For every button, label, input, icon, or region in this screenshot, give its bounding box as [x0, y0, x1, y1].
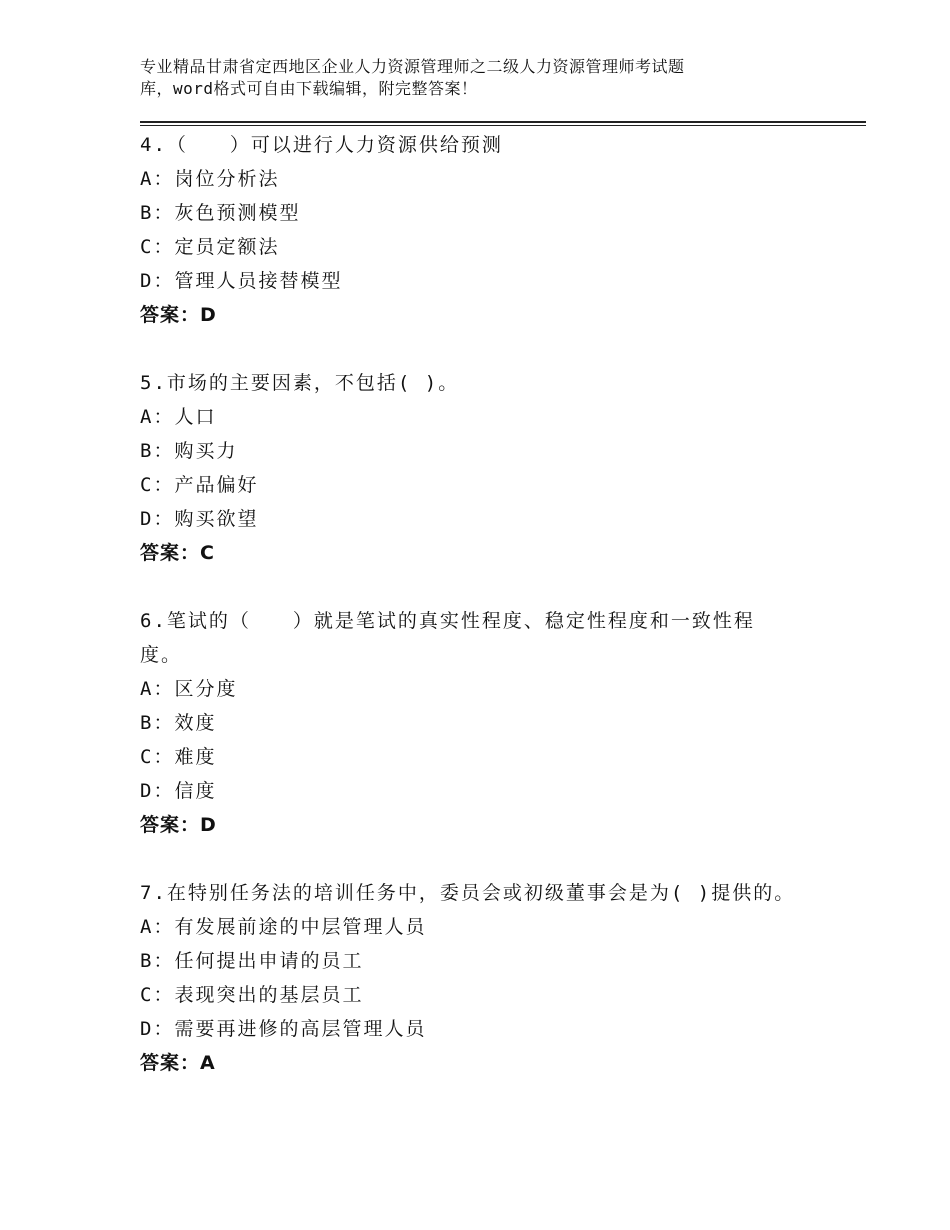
header-divider-thin — [140, 125, 866, 126]
option-c: C：难度 — [140, 746, 217, 768]
option-d: D：信度 — [140, 780, 217, 802]
option-c: C：定员定额法 — [140, 236, 280, 258]
answer-label: 答案：D — [140, 814, 217, 836]
question-stem: 4.（ ）可以进行人力资源供给预测 — [140, 134, 503, 156]
option-b: B：灰色预测模型 — [140, 202, 301, 224]
option-a: A：区分度 — [140, 678, 238, 700]
option-b: B：效度 — [140, 712, 217, 734]
header-divider-thick — [140, 121, 866, 123]
question-5 — [140, 366, 840, 570]
answer-label: 答案：A — [140, 1052, 216, 1074]
option-d: D：购买欲望 — [140, 508, 259, 530]
answer-label: 答案：D — [140, 304, 217, 326]
option-d: D：管理人员接替模型 — [140, 270, 343, 292]
question-stem: 7.在特别任务法的培训任务中，委员会或初级董事会是为( )提供的。 — [140, 882, 796, 904]
option-a: A：人口 — [140, 406, 217, 428]
header-line-2: 库，word格式可自由下载编辑，附完整答案！ — [140, 79, 478, 98]
question-stem: 5.市场的主要因素，不包括( )。 — [140, 372, 460, 394]
question-7 — [140, 876, 840, 1080]
option-c: C：产品偏好 — [140, 474, 259, 496]
question-4 — [140, 128, 840, 332]
option-d: D：需要再进修的高层管理人员 — [140, 1018, 427, 1040]
answer-label: 答案：C — [140, 542, 215, 564]
option-a: A：有发展前途的中层管理人员 — [140, 916, 427, 938]
option-b: B：任何提出申请的员工 — [140, 950, 364, 972]
document-header — [140, 56, 780, 100]
header-line-1: 专业精品甘肃省定西地区企业人力资源管理师之二级人力资源管理师考试题 — [140, 57, 685, 76]
option-b: B：购买力 — [140, 440, 238, 462]
question-list — [140, 128, 840, 1114]
question-stem-continued: 度。 — [140, 644, 183, 666]
option-a: A：岗位分析法 — [140, 168, 280, 190]
question-stem: 6.笔试的（ ）就是笔试的真实性程度、稳定性程度和一致性程 — [140, 610, 755, 632]
option-c: C：表现突出的基层员工 — [140, 984, 364, 1006]
question-6 — [140, 604, 840, 842]
